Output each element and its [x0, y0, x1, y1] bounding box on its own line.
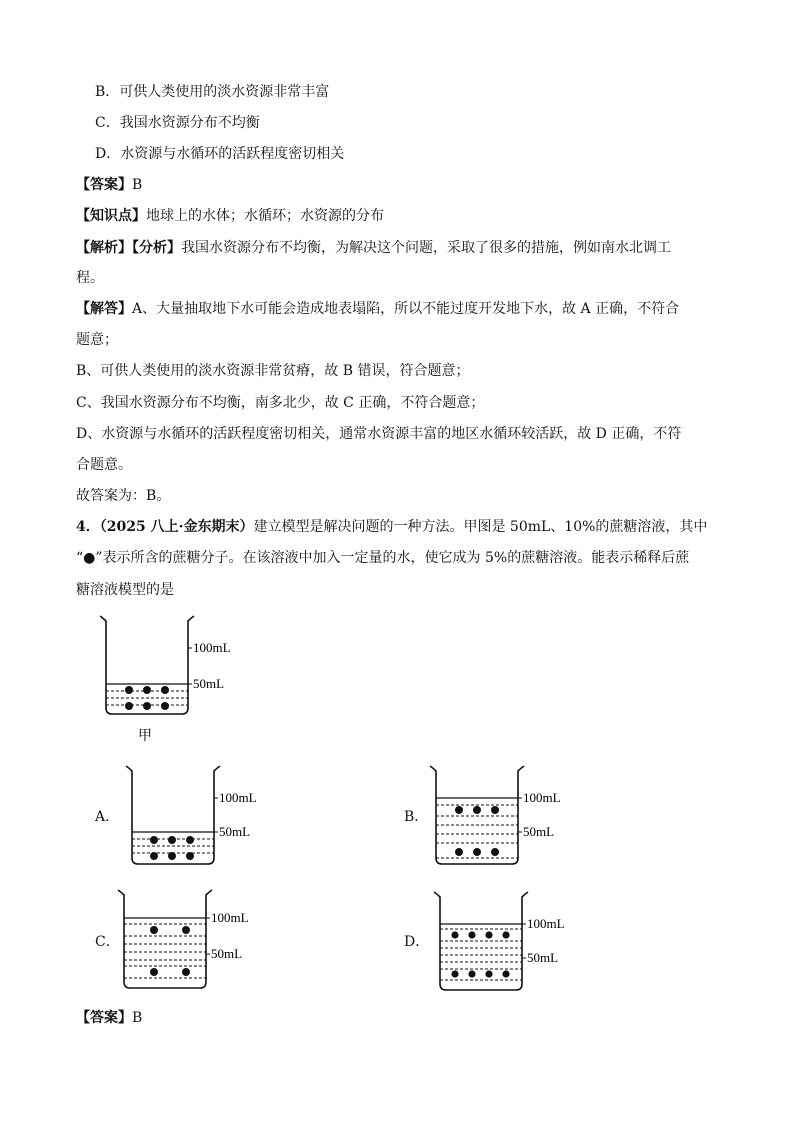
label-50ml: 50mL [219, 824, 251, 839]
sugar-molecule [125, 686, 133, 694]
sugar-molecule [143, 702, 151, 710]
sugar-molecule [150, 852, 158, 860]
solve-text-6: 合题意。 [76, 457, 132, 473]
option-d-prev: D．水资源与水循环的活跃程度密切相关 [95, 146, 345, 162]
beaker-outline [126, 766, 220, 864]
answer-value: B [132, 177, 143, 193]
beaker-option-a [124, 762, 274, 870]
analysis-text-2: 程。 [76, 270, 104, 286]
sugar-molecule [125, 702, 133, 710]
beaker-jia-figure [100, 612, 250, 752]
sugar-molecule [485, 970, 492, 977]
sugar-molecule [161, 686, 169, 694]
label-100ml: 100mL [527, 916, 565, 931]
option-d-label: D． [404, 934, 430, 950]
q4-number: 4． [76, 519, 100, 535]
solve-text-4: C、我国水资源分布不均衡，南多北少，故 C 正确，不符合题意； [76, 395, 485, 411]
sugar-molecule [168, 836, 176, 844]
sugar-molecule [468, 970, 475, 977]
answer-tag: 【答案】 [76, 177, 132, 193]
analysis-text-1: 我国水资源分布不均衡，为解决这个问题，采取了很多的措施，例如南水北调工 [181, 240, 671, 256]
answer-tag-q4: 【答案】 [76, 1010, 132, 1026]
sugar-molecule [455, 848, 463, 856]
sugar-molecule [161, 702, 169, 710]
solve-tag: 【解答】 [76, 301, 132, 317]
option-c-prev: C．我国水资源分布不均衡 [95, 115, 260, 131]
answer-line-q4 [76, 1008, 142, 1028]
sugar-molecule [502, 931, 509, 938]
analysis-line-1 [76, 238, 671, 258]
solve-line-1 [76, 299, 679, 319]
beaker-outline [118, 890, 212, 988]
solve-text-2: 题意； [76, 332, 118, 348]
option-b-prev: B．可供人类使用的淡水资源非常丰富 [95, 84, 330, 100]
beaker-outline [100, 616, 194, 714]
sugar-molecule [186, 852, 194, 860]
sugar-molecule [150, 926, 158, 934]
label-100ml: 100mL [211, 910, 249, 925]
answer-value-q4: B [132, 1010, 143, 1026]
knowledge-point-value: 地球上的水体；水循环；水资源的分布 [146, 208, 384, 224]
sugar-molecule [186, 836, 194, 844]
solve-text-5: D、水资源与水循环的活跃程度密切相关，通常水资源丰富的地区水循环较活跃，故 D 正确，不符 [76, 426, 682, 442]
q4-source: （2025 八上·金东期末） [99, 519, 254, 535]
sugar-molecule [451, 931, 458, 938]
label-50ml: 50mL [523, 824, 555, 839]
q4-stem-line-3: 糖溶液模型的是 [76, 582, 174, 598]
beaker-option-d [432, 888, 582, 996]
sugar-molecule [473, 848, 481, 856]
label-50ml: 50mL [193, 676, 225, 691]
label-100ml: 100mL [523, 790, 561, 805]
sugar-molecule [491, 848, 499, 856]
sugar-molecule [451, 970, 458, 977]
sugar-molecule [468, 931, 475, 938]
sugar-molecule [455, 806, 463, 814]
sugar-molecule [143, 686, 151, 694]
sugar-molecule [150, 968, 158, 976]
sugar-molecule [485, 931, 492, 938]
sugar-molecule [150, 836, 158, 844]
solve-text-1: A、大量抽取地下水可能会造成地表塌陷，所以不能过度开发地下水，故 A 正确，不符合 [132, 301, 680, 317]
sugar-molecule [502, 970, 509, 977]
figure-caption-jia: 甲 [138, 729, 152, 744]
sugar-molecule [473, 806, 481, 814]
q4-stem-text-1: 建立模型是解决问题的一种方法。甲图是 50mL、10%的蔗糖溶液，其中 [253, 519, 708, 535]
conclusion-line: 故答案为：B。 [76, 488, 171, 504]
q4-stem-line-2: “●”表示所含的蔗糖分子。在该溶液中加入一定量的水，使它成为 5%的蔗糖溶液。能表示稀释后蔗 [76, 550, 690, 566]
sugar-molecule [168, 852, 176, 860]
analysis-tag: 【解析】【分析】 [76, 240, 181, 256]
answer-line-q3 [76, 175, 142, 195]
label-50ml: 50mL [211, 946, 243, 961]
sugar-molecule [182, 926, 190, 934]
sugar-molecule [491, 806, 499, 814]
knowledge-point-line [76, 206, 384, 226]
beaker-option-b [428, 762, 578, 870]
knowledge-point-tag: 【知识点】 [76, 208, 146, 224]
solve-text-3: B、可供人类使用的淡水资源非常贫瘠，故 B 错误，符合题意； [76, 363, 470, 379]
label-50ml: 50mL [527, 950, 559, 965]
label-100ml: 100mL [193, 640, 231, 655]
beaker-option-c [116, 886, 266, 994]
option-b-label: B． [404, 809, 429, 825]
sugar-molecule [182, 968, 190, 976]
q4-stem-line-1 [76, 517, 707, 537]
option-c-label: C． [95, 934, 120, 950]
label-100ml: 100mL [219, 790, 257, 805]
option-a-label: A． [95, 809, 120, 825]
